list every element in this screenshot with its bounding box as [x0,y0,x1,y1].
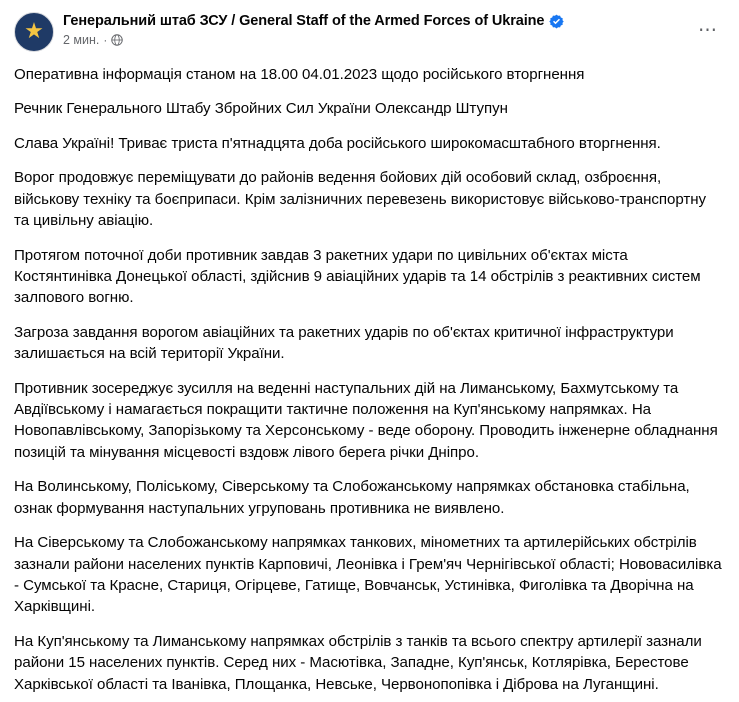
post-paragraph: Слава Україні! Триває триста п'ятнадцята доба російського широкомасштабного вторгнення. [14,134,661,152]
author-row [63,12,691,30]
post-paragraph: Загроза завдання ворогом авіаційних та ракетних ударів по об'єктах критичної інфраструктури залишається на всій території України. [14,323,674,363]
meta-separator: · [103,33,108,47]
avatar[interactable] [14,12,54,52]
post-paragraph: Речник Генерального Штабу Збройних Сил України Олександр Штупун [14,100,508,118]
military-emblem-icon: ★ [24,19,44,44]
post-paragraph: На Сіверському та Слобожанському напрямках танкових, мінометних та артилерійських обстрілів зазнали райони населених пунктів Карповичі, Леонівка і Грем'яч Чернігівської області; Нововасилівка - Сумської та Красне, Стариця, Огірцеве, Гатище, Вовчанськ, Устинівка, Фиголівка та Дворічна на Харківщині. [14,534,722,616]
post-paragraph: На Куп'янському та Лиманському напрямках обстрілів з танків та всього спектру артилерії зазнали райони 15 населених пунктів. Серед них - Масютівка, Западне, Куп'янськ, Котлярівка, Берестове Харківської області та Іванівка, Площанка, Невське, Червонопопівка і Діброва на Луганщині. [14,632,702,693]
post-paragraph: На Волинському, Поліському, Сіверському та Слобожанському напрямках обстановка стабільна, ознак формування наступальних угруповань противника не виявлено. [14,478,690,517]
post-header [14,10,725,60]
globe-icon [111,34,123,46]
post-timestamp[interactable]: 2 мин. [63,33,100,47]
post-paragraph: Протягом поточної доби противник завдав 3 ракетних удари по цивільних об'єктах міста Костянтинівка Донецької області, здійснив 9 авіаційних ударів та 14 обстрілів з реактивних систем залпового вогню. [14,246,701,307]
post-options-ellipsis-icon[interactable]: ⋯ [698,19,718,41]
verified-badge-icon [549,14,564,29]
post-header-text [54,12,691,47]
post-paragraph: Ворог продовжує переміщувати до районів ведення бойових дій особовий склад, озброєння, військову техніку та боєприпаси. Крім залізничних перевезень використовує військово-транспортну та цивільну авіацію. [14,169,706,230]
page-name[interactable]: Генеральний штаб ЗСУ / General Staff of the Armed Forces of Ukraine [63,13,545,29]
post-body [14,60,725,695]
post-paragraph: Оперативна інформація станом на 18.00 04.01.2023 щодо російського вторгнення [14,66,585,83]
post-paragraph: Противник зосереджує зусилля на веденні наступальних дій на Лиманському, Бахмутському та Авдіївському і намагається покращити тактичне положення на Куп'янському напрямках. На Новопавлівському, Запорізькому та Херсонському - веде оборону. Проводить інженерне обладнання позицій та мінування місцевості вздовж лівого берега річки Дніпро. [14,379,718,461]
post-meta [63,33,691,47]
